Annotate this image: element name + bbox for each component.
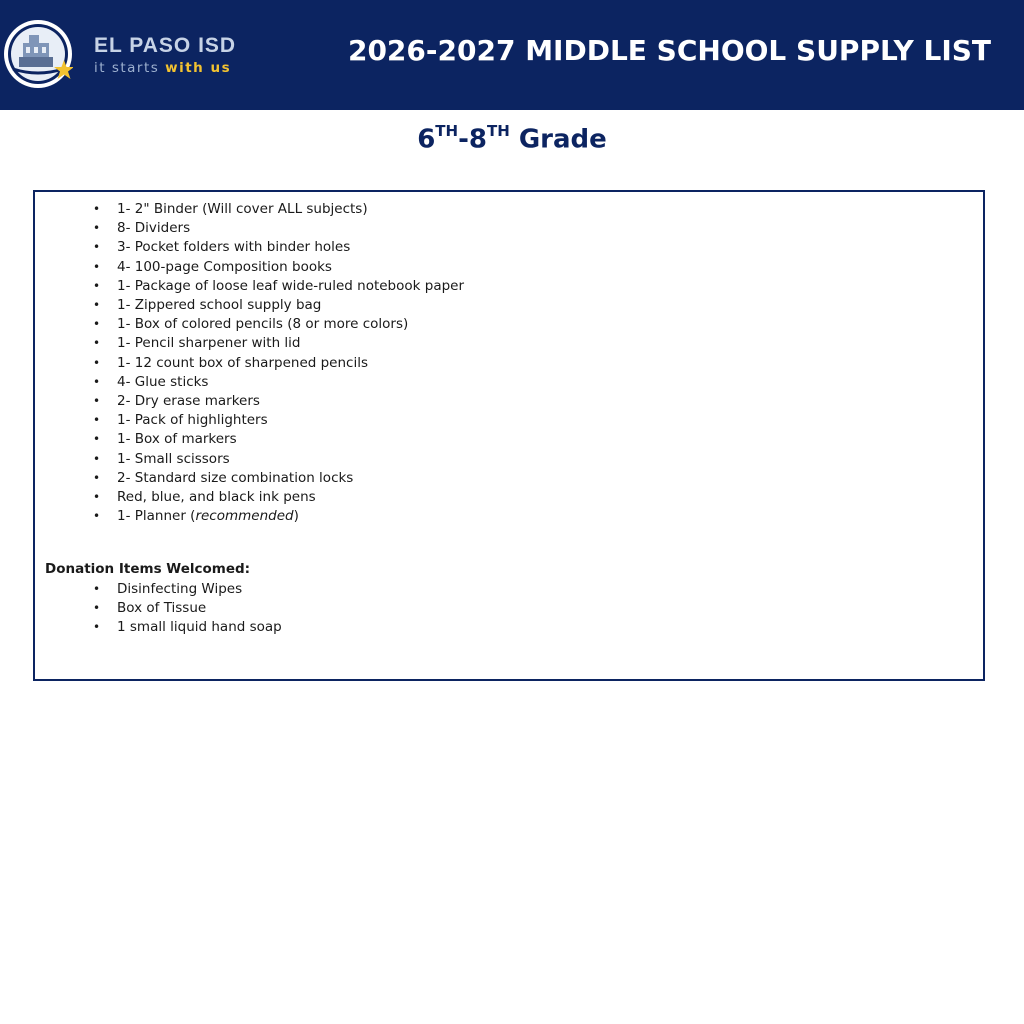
header-banner — [0, 0, 1024, 110]
list-item: • 1- Pack of highlighters — [93, 411, 464, 430]
list-item: • 1- Zippered school supply bag — [93, 296, 464, 315]
list-item: • Disinfecting Wipes — [93, 580, 282, 599]
list-item: • 4- 100-page Composition books — [93, 258, 464, 277]
list-item: • 1- Box of markers — [93, 430, 464, 449]
donation-list — [93, 580, 282, 638]
brand-tagline — [94, 60, 231, 76]
page-title: 2026-2027 MIDDLE SCHOOL SUPPLY LIST — [347, 34, 991, 67]
grade-start: 6 — [417, 124, 436, 155]
brand-name: EL PASO ISD — [94, 34, 237, 57]
list-item: • 2- Dry erase markers — [93, 392, 464, 411]
list-item: • 1 small liquid hand soap — [93, 618, 282, 637]
list-item: • 1- Pencil sharpener with lid — [93, 334, 464, 353]
grade-separator: - — [458, 124, 469, 155]
planner-emphasis: recommended — [195, 508, 294, 525]
planner-suffix: ) — [293, 508, 299, 525]
planner-prefix: 1- Planner ( — [117, 508, 196, 525]
list-item: • 8- Dividers — [93, 219, 464, 238]
list-item: • 3- Pocket folders with binder holes — [93, 238, 464, 257]
list-item: • Box of Tissue — [93, 599, 282, 618]
list-item: • 1- Package of loose leaf wide-ruled notebook paper — [93, 277, 464, 296]
grade-start-suffix: TH — [435, 122, 459, 140]
supply-list-box — [33, 190, 985, 681]
list-item: • 2- Standard size combination locks — [93, 469, 464, 488]
list-item: • Red, blue, and black ink pens — [93, 488, 464, 507]
brand-tagline-accent: with us — [165, 60, 232, 76]
grade-end: 8 — [468, 124, 487, 155]
grade-word: Grade — [509, 124, 607, 155]
supply-list — [93, 200, 464, 526]
grade-heading — [0, 124, 1024, 155]
grade-end-suffix: TH — [486, 122, 510, 140]
district-seal-icon — [3, 19, 73, 89]
list-item: • 4- Glue sticks — [93, 373, 464, 392]
list-item: • 1- 2" Binder (Will cover ALL subjects) — [93, 200, 464, 219]
list-item: • 1- 12 count box of sharpened pencils — [93, 354, 464, 373]
list-item: • 1- Box of colored pencils (8 or more colors) — [93, 315, 464, 334]
list-item: • 1- Small scissors — [93, 450, 464, 469]
brand-tagline-prefix: it starts — [94, 60, 166, 76]
donation-heading: Donation Items Welcomed: — [45, 561, 251, 577]
planner-item — [93, 507, 464, 526]
